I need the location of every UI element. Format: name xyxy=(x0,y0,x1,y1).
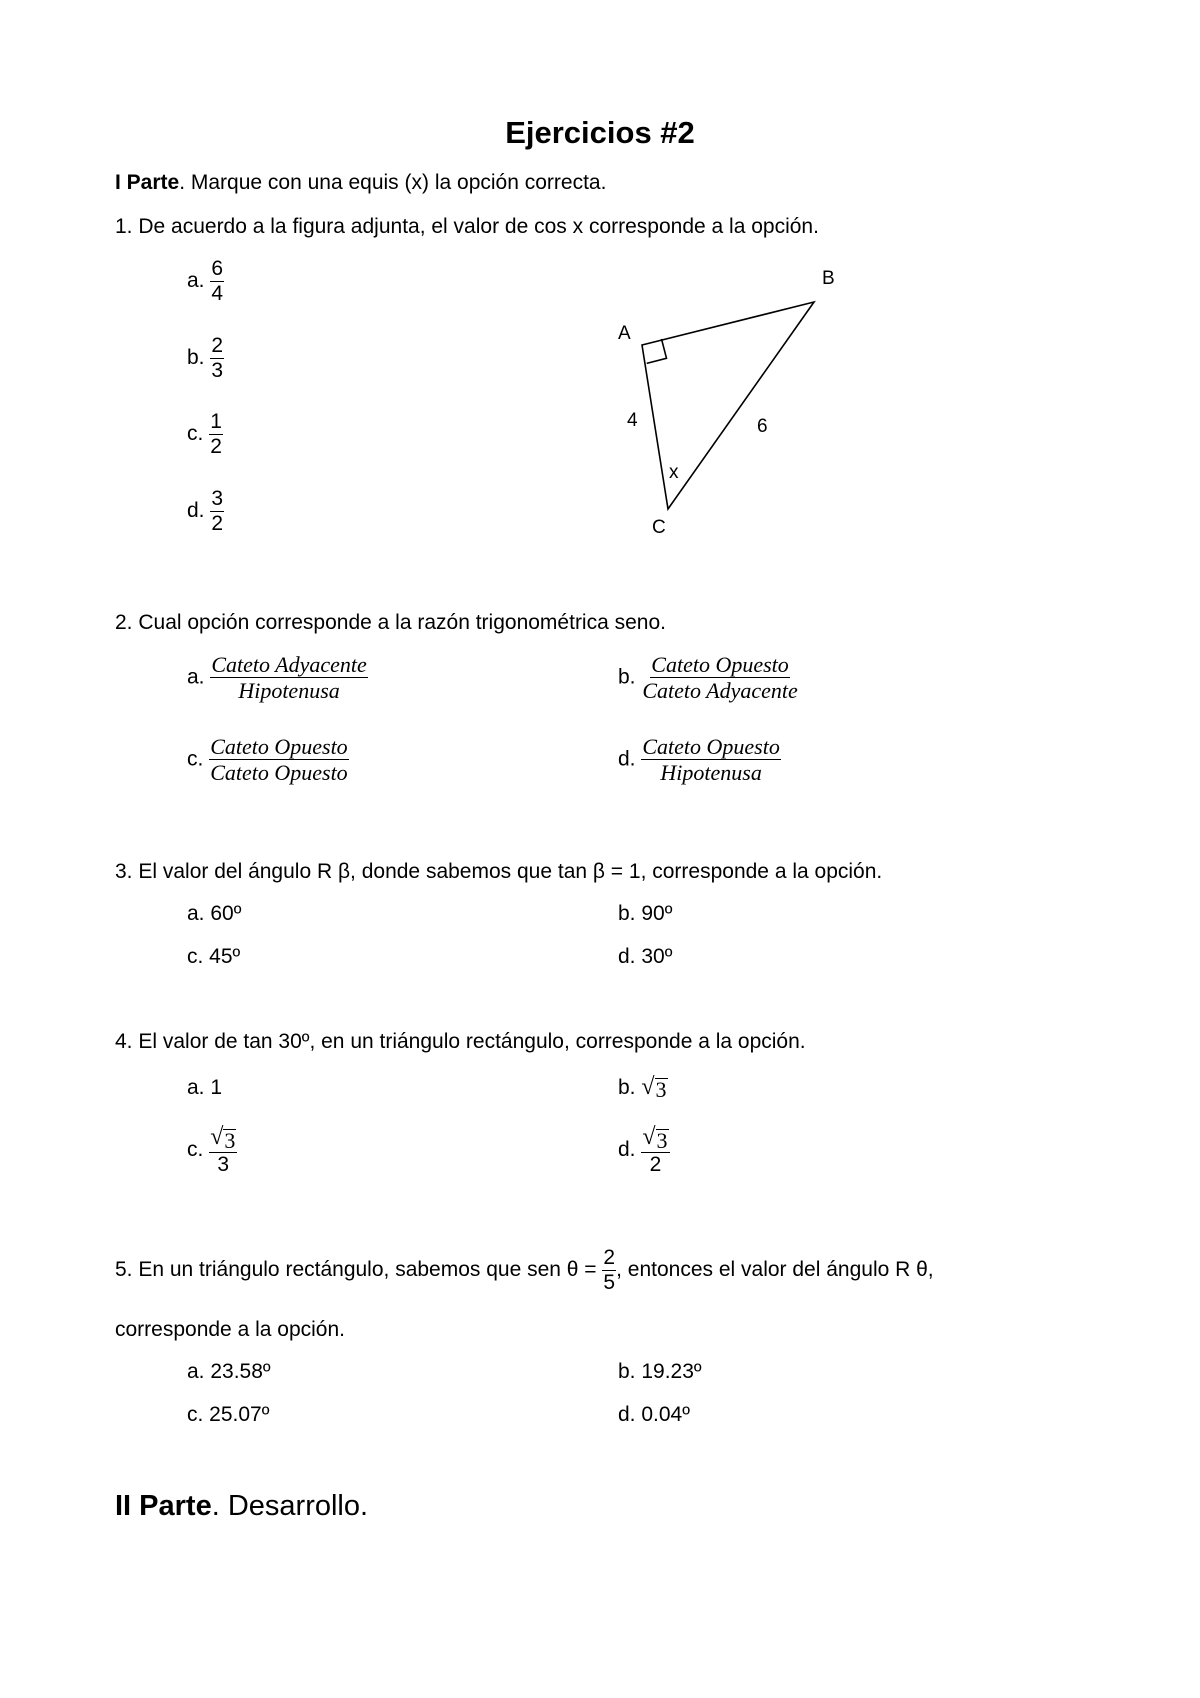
part1-text: . Marque con una equis (x) la opción correcta. xyxy=(179,171,607,194)
option-letter: b. xyxy=(618,1076,636,1099)
vertex-label-a: A xyxy=(618,323,631,344)
question-1-text: 1. De acuerdo a la figura adjunta, el valor de cos x corresponde a la opción. xyxy=(115,215,819,238)
fraction: $\frac{1}{2}$ xyxy=(210,410,222,459)
side-label-ac: 4 xyxy=(627,410,638,431)
option-letter: c. xyxy=(187,422,204,446)
side-label-bc: 6 xyxy=(757,416,768,437)
q3-option-d[interactable]: d. 30º xyxy=(618,945,673,968)
q2-option-a[interactable] xyxy=(187,652,368,704)
fraction: $\frac{\text{Cateto Opuesto}}{\text{Cateto Opuesto}}$ xyxy=(210,734,348,786)
fraction: √ 3 3 xyxy=(210,1124,236,1176)
triangle-outline xyxy=(642,302,814,509)
option-letter: c. xyxy=(187,747,204,771)
part2-label: II Parte xyxy=(115,1490,212,1522)
part2-text: . Desarrollo. xyxy=(211,1490,369,1522)
option-letter: a. xyxy=(187,665,205,689)
q1-option-a[interactable] xyxy=(187,257,224,306)
fraction: $\frac{2}{3}$ xyxy=(211,334,224,383)
page-title: Ejercicios #2 xyxy=(505,115,695,150)
q4-option-a[interactable]: a. 1 xyxy=(187,1076,223,1099)
question-2-text: 2. Cual opción corresponde a la razón trigonométrica seno. xyxy=(115,611,666,634)
option-letter: b. xyxy=(618,665,636,689)
q1-option-d[interactable] xyxy=(187,487,224,536)
fraction: $\frac{\text{Cateto Adyacente}}{\text{Hipotenusa}}$ xyxy=(211,652,367,704)
q3-option-b[interactable]: b. 90º xyxy=(618,902,673,925)
question-5-text-line2: corresponde a la opción. xyxy=(115,1318,345,1341)
q5-option-a[interactable]: a. 23.58º xyxy=(187,1360,271,1383)
option-letter: d. xyxy=(618,1137,636,1161)
fraction: $\frac{\text{Cateto Opuesto}}{\text{Cateto Adyacente}}$ xyxy=(642,652,798,704)
part1-label: I Parte xyxy=(115,171,180,194)
q5-text-before: 5. En un triángulo rectángulo, sabemos que sen θ = xyxy=(115,1258,597,1282)
q4-option-d[interactable] xyxy=(618,1124,670,1177)
q3-option-c[interactable]: c. 45º xyxy=(187,945,241,968)
q5-option-d[interactable]: d. 0.04º xyxy=(618,1403,690,1426)
question-5-text xyxy=(115,1246,934,1295)
option-letter: c. xyxy=(187,1137,204,1161)
option-letter: a. xyxy=(187,269,205,293)
q2-option-b[interactable] xyxy=(618,652,799,704)
option-letter: d. xyxy=(618,747,636,771)
q4-option-b[interactable] xyxy=(618,1074,668,1101)
vertex-label-c: C xyxy=(652,517,666,538)
part1-instruction xyxy=(115,171,606,195)
question-4-text: 4. El valor de tan 30º, en un triángulo rectángulo, corresponde a la opción. xyxy=(115,1030,806,1053)
angle-label-x: x xyxy=(669,462,679,483)
q5-text-after: , entonces el valor del ángulo R θ, xyxy=(616,1258,934,1282)
q4-option-c[interactable] xyxy=(187,1124,237,1177)
q2-option-d[interactable] xyxy=(618,734,781,786)
sqrt-expression: √ 3 xyxy=(641,1074,667,1102)
q5-option-b[interactable]: b. 19.23º xyxy=(618,1360,702,1383)
part2-heading xyxy=(115,1490,368,1523)
q1-option-b[interactable] xyxy=(187,334,224,383)
q5-option-c[interactable]: c. 25.07º xyxy=(187,1403,270,1426)
fraction: $\frac{6}{4}$ xyxy=(211,257,224,306)
triangle-figure xyxy=(600,260,860,550)
option-letter: b. xyxy=(187,346,205,370)
vertex-label-b: B xyxy=(822,268,835,289)
q1-option-c[interactable] xyxy=(187,410,223,459)
q3-option-a[interactable]: a. 60º xyxy=(187,902,242,925)
fraction: $\frac{2}{5}$ xyxy=(603,1246,616,1295)
option-letter: d. xyxy=(187,499,205,523)
q2-option-c[interactable] xyxy=(187,734,349,786)
fraction: $\frac{\text{Cateto Opuesto}}{\text{Hipotenusa}}$ xyxy=(642,734,780,786)
fraction: √ 3 2 xyxy=(642,1124,668,1176)
question-3-text: 3. El valor del ángulo R β, donde sabemos que tan β = 1, corresponde a la opción. xyxy=(115,860,883,883)
fraction: $\frac{3}{2}$ xyxy=(211,487,224,536)
